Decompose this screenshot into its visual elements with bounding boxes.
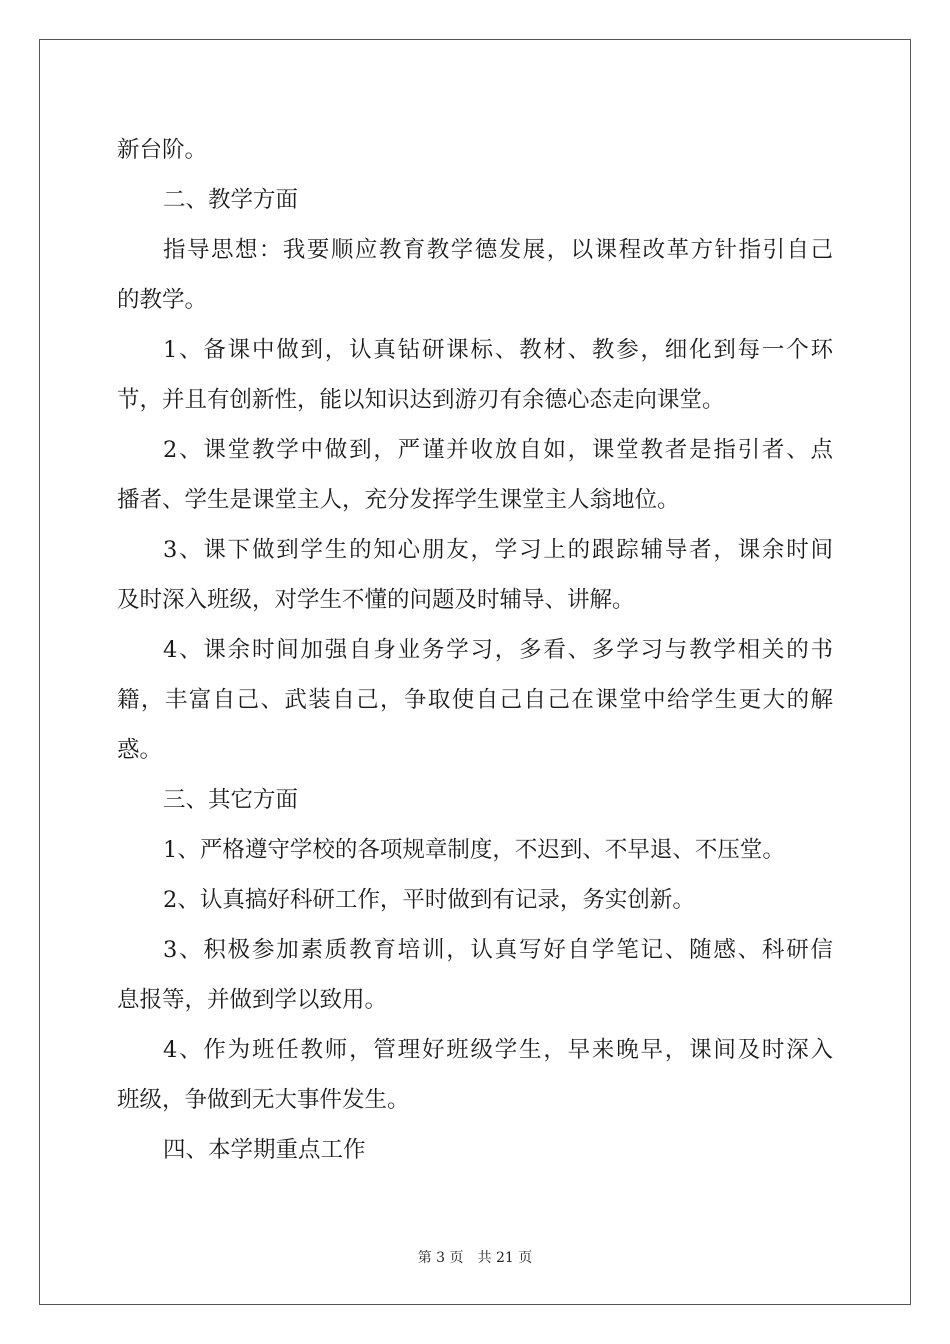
text-line: 2、课堂教学中做到，严谨并收放自如，课堂教者是指引者、点 [163, 437, 833, 463]
text-line: 的教学。 [117, 287, 208, 313]
document-body [117, 125, 833, 1175]
text-line: 籍，丰富自己、武装自己，争取使自己自己在课堂中给学生更大的解 [117, 687, 833, 713]
text-line: 及时深入班级，对学生不懂的问题及时辅导、讲解。 [117, 587, 635, 613]
text-line: 四、本学期重点工作 [163, 1137, 366, 1163]
page-footer [0, 1247, 950, 1267]
text-line: 二、教学方面 [163, 187, 299, 213]
total-pages-label: 共 21 页 [477, 1250, 533, 1266]
text-line: 4、作为班任教师，管理好班级学生，早来晚早，课间及时深入 [163, 1037, 833, 1063]
text-line: 4、课余时间加强自身业务学习，多看、多学习与教学相关的书 [163, 637, 833, 663]
text-line: 新台阶。 [117, 137, 208, 163]
text-line: 1、严格遵守学校的各项规章制度，不迟到、不早退、不压堂。 [163, 837, 785, 863]
current-page-label: 第 3 页 [417, 1250, 464, 1266]
text-line: 节，并且有创新性，能以知识达到游刃有余德心态走向课堂。 [117, 387, 725, 413]
text-line: 息报等，并做到学以致用。 [117, 987, 388, 1013]
text-line: 播者、学生是课堂主人，充分发挥学生课堂主人翁地位。 [117, 487, 680, 513]
text-line: 惑。 [117, 737, 163, 763]
text-line: 3、积极参加素质教育培训，认真写好自学笔记、随感、科研信 [163, 937, 833, 963]
text-line: 班级，争做到无大事件发生。 [117, 1087, 410, 1113]
text-line: 1、备课中做到，认真钻研课标、教材、教参，细化到每一个环 [163, 337, 833, 363]
text-line: 3、课下做到学生的知心朋友，学习上的跟踪辅导者，课余时间 [163, 537, 833, 563]
text-line: 指导思想：我要顺应教育教学德发展，以课程改革方针指引自己 [163, 237, 833, 263]
text-line: 三、其它方面 [163, 787, 299, 813]
text-line: 2、认真搞好科研工作，平时做到有记录，务实创新。 [163, 887, 695, 913]
